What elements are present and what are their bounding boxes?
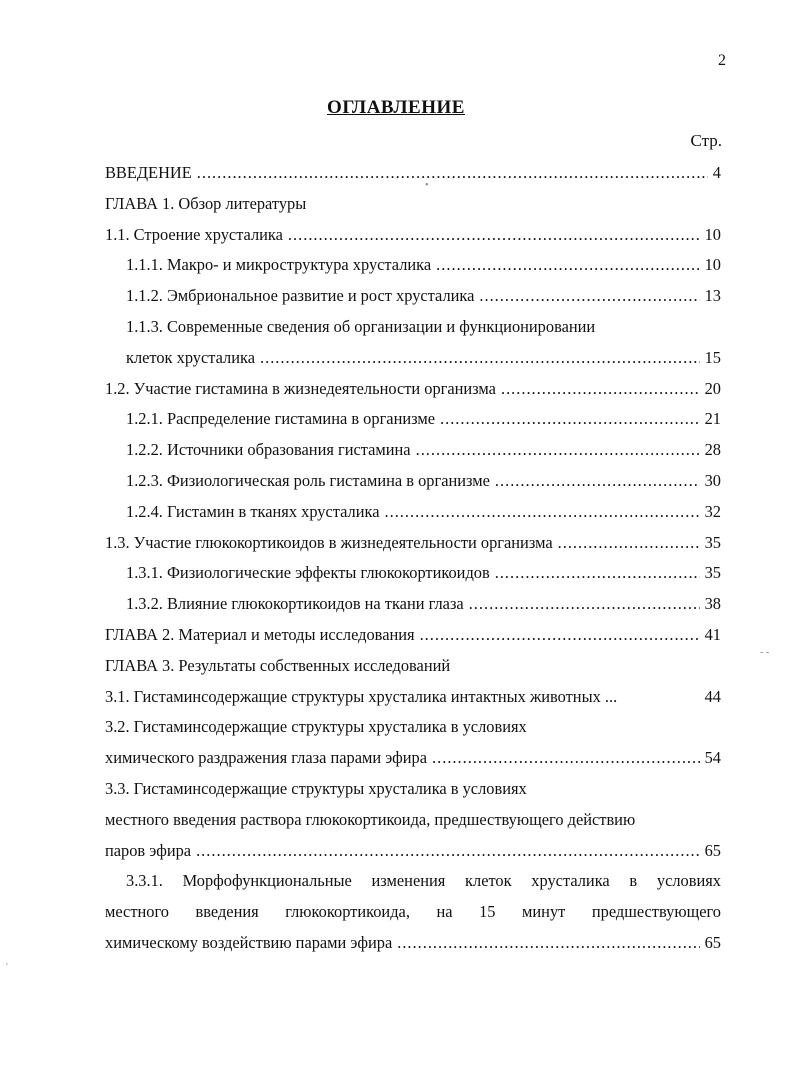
toc-entry-page: 54 — [704, 748, 721, 768]
toc-entry — [105, 712, 721, 743]
toc-entry — [105, 682, 721, 713]
toc-entry-page: 13 — [704, 286, 721, 306]
toc-entry-text: ГЛАВА 2. Материал и методы исследования — [105, 624, 415, 644]
toc-entry-page: 38 — [704, 594, 721, 614]
toc-entry — [105, 220, 721, 251]
toc-entry-text: химического раздражения глаза парами эфира — [105, 748, 428, 768]
toc-entry-text: химическому воздействию парами эфира — [105, 932, 393, 952]
toc-entry-text: 3.1. Гистаминсодержащие структуры хрусталика интактных животных ... — [105, 686, 618, 706]
toc-entry-text: 1.2. Участие гистамина в жизнедеятельности организма — [105, 378, 496, 398]
toc-entry-page: 21 — [704, 409, 721, 429]
toc-entry-page: 35 — [704, 532, 721, 552]
toc-entry-page: 41 — [704, 624, 721, 644]
toc-entry — [105, 836, 721, 867]
table-of-contents — [105, 158, 721, 959]
toc-entry — [105, 435, 721, 466]
toc-entry — [105, 343, 721, 374]
toc-entry-text: местного введения глюкокортикоида, на 15 минут предшествующего — [105, 902, 721, 922]
toc-entry — [105, 466, 721, 497]
toc-entry-page: 10 — [704, 224, 721, 244]
toc-entry-text: ГЛАВА 3. Результаты собственных исследований — [105, 655, 451, 675]
toc-entry-page: 35 — [704, 563, 721, 583]
toc-entry-text: 1.1.2. Эмбриональное развитие и рост хрусталика — [126, 286, 475, 306]
toc-entry-text: 3.2. Гистаминсодержащие структуры хрусталика в условиях — [105, 717, 527, 737]
scan-speck: ‐ ‐ — [760, 647, 770, 658]
toc-entry — [105, 189, 721, 220]
toc-entry — [105, 281, 721, 312]
toc-entry-text: 1.3.2. Влияние глюкокортикоидов на ткани глаза — [126, 594, 464, 614]
toc-entry — [105, 805, 721, 836]
scan-speck: ' — [6, 962, 8, 973]
scan-speck: • — [425, 180, 429, 191]
toc-entry — [105, 250, 721, 281]
toc-entry-text: 1.1.3. Современные сведения об организации и функционировании — [126, 316, 596, 336]
toc-entry-text: паров эфира — [105, 840, 192, 860]
toc-entry-text: 1.2.4. Гистамин в тканях хрусталика — [126, 501, 380, 521]
toc-entry-page: 28 — [704, 440, 721, 460]
toc-entry-text: 1.2.2. Источники образования гистамина — [126, 440, 411, 460]
toc-entry-page: 10 — [704, 255, 721, 275]
toc-entry-page: 32 — [704, 501, 721, 521]
toc-entry-text: местного введения раствора глюкокортикоида, предшествующего действию — [105, 809, 636, 829]
toc-entry-text: 3.3. Гистаминсодержащие структуры хрусталика в условиях — [105, 778, 527, 798]
toc-entry — [105, 897, 721, 928]
toc-entry — [105, 312, 721, 343]
page-title: ОГЛАВЛЕНИЕ — [327, 97, 465, 118]
toc-entry-text: ГЛАВА 1. Обзор литературы — [105, 193, 307, 213]
toc-entry — [105, 928, 721, 959]
toc-entry-page: 30 — [704, 470, 721, 490]
toc-entry — [105, 774, 721, 805]
toc-entry — [105, 158, 721, 189]
toc-entry — [105, 374, 721, 405]
toc-entry-text: 1.3. Участие глюкокортикоидов в жизнедеятельности организма — [105, 532, 553, 552]
toc-entry-page: 4 — [712, 163, 721, 182]
toc-entry — [105, 651, 721, 682]
toc-entry-page: 65 — [704, 840, 721, 860]
toc-entry-text: ВВЕДЕНИЕ — [105, 163, 192, 182]
toc-entry-text: 1.3.1. Физиологические эффекты глюкокортикоидов — [126, 563, 490, 583]
toc-entry — [105, 743, 721, 774]
toc-entry-text: 3.3.1. Морфофункциональные изменения клеток хрусталика в условиях — [126, 871, 721, 891]
toc-entry-text: 1.2.1. Распределение гистамина в организме — [126, 409, 436, 429]
toc-entry-text: 1.1.1. Макро- и микроструктура хрусталика — [126, 255, 432, 275]
toc-entry-page: 20 — [704, 378, 721, 398]
toc-entry — [105, 497, 721, 528]
toc-entry-page: 44 — [704, 686, 721, 706]
toc-entry — [105, 589, 721, 620]
page-number: 2 — [718, 52, 726, 69]
page-column-label: Стр. — [690, 131, 722, 150]
toc-entry — [105, 558, 721, 589]
toc-entry-text: 1.2.3. Физиологическая роль гистамина в организме — [126, 470, 490, 490]
toc-entry — [105, 528, 721, 559]
toc-entry — [105, 866, 721, 897]
toc-entry — [105, 404, 721, 435]
toc-entry-text: клеток хрусталика — [126, 347, 255, 367]
toc-entry-page: 65 — [704, 932, 721, 952]
toc-entry-text: 1.1. Строение хрусталика — [105, 224, 283, 244]
toc-entry — [105, 620, 721, 651]
toc-entry-page: 15 — [704, 347, 721, 367]
